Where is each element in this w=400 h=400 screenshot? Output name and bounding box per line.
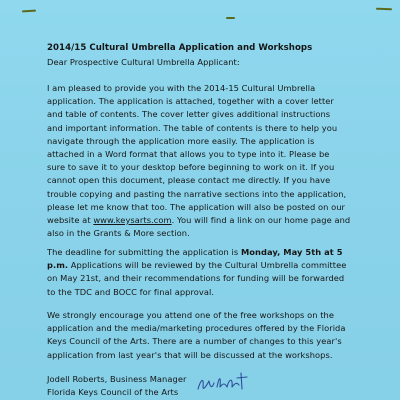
pin-mark <box>22 10 36 13</box>
paragraph-line: on May 21st, and their recommendations for funding will be forwarded <box>47 273 345 284</box>
deadline-time: p.m. <box>47 260 69 271</box>
paragraph-line: to the TDC and BOCC for final approval. <box>47 286 215 297</box>
paragraph-line: and important information. The table of contents is there to help you <box>47 122 338 133</box>
salutation: Dear Prospective Cultural Umbrella Applicant: <box>47 57 240 67</box>
signature-organization: Florida Keys Council of the Arts <box>47 387 179 398</box>
handwritten-scribble <box>195 365 255 395</box>
paragraph-line: application. The application is attached, together with a cover letter <box>47 96 334 107</box>
paragraph-line: application from last year's that will be discussed at the workshops. <box>47 349 333 360</box>
paragraph-line: sure to save it to your desktop before beginning to work on it. If you <box>47 162 335 173</box>
paragraph-line: please let me know that too. The application will also be posted on our <box>47 201 345 212</box>
paragraph-line: trouble copying and pasting the narrative sections into the application, <box>47 188 347 199</box>
paragraph-line: attached in a Word format that allows you to type into it. Please be <box>47 148 330 159</box>
paragraph-deadline <box>47 246 397 299</box>
paragraph-workshops <box>47 309 397 362</box>
paragraph-line: We strongly encourage you attend one of the free workshops on the <box>47 310 334 320</box>
pin-mark <box>226 17 235 19</box>
deadline-prefix: The deadline for submitting the application is <box>47 247 241 257</box>
website-prefix: website at <box>47 214 94 225</box>
paragraph-line: also in the Grants & More section. <box>47 228 190 239</box>
paragraph-line <box>47 259 397 272</box>
paragraph-line: navigate through the application more easily. The application is <box>47 135 315 146</box>
pin-mark <box>376 8 392 11</box>
paragraph-line <box>47 246 397 259</box>
paragraph-line: and table of contents. The cover letter gives additional instructions <box>47 109 331 120</box>
paragraph-line: cannot open this document, please contact me directly. If you have <box>47 175 331 186</box>
paragraph-line: Keys Council of the Arts. There are a number of changes to this year's <box>47 336 342 347</box>
website-link[interactable]: www.keysarts.com <box>93 214 172 225</box>
paragraph-line: I am pleased to provide you with the 2014-15 Cultural Umbrella <box>47 83 316 93</box>
paragraph-line <box>47 214 397 227</box>
deadline-date: Monday, May 5th at 5 <box>240 247 343 257</box>
deadline-rest: Applications will be reviewed by the Cultural Umbrella committee <box>68 260 347 271</box>
signature-name: Jodell Roberts, Business Manager <box>47 374 187 384</box>
document-title: 2014/15 Cultural Umbrella Application and Workshops <box>47 43 313 53</box>
website-suffix: . You will find a link on our home page and <box>171 214 351 225</box>
paragraph-line: application and the media/marketing procedures offered by the Florida <box>47 323 346 334</box>
paragraph-intro <box>47 82 397 240</box>
